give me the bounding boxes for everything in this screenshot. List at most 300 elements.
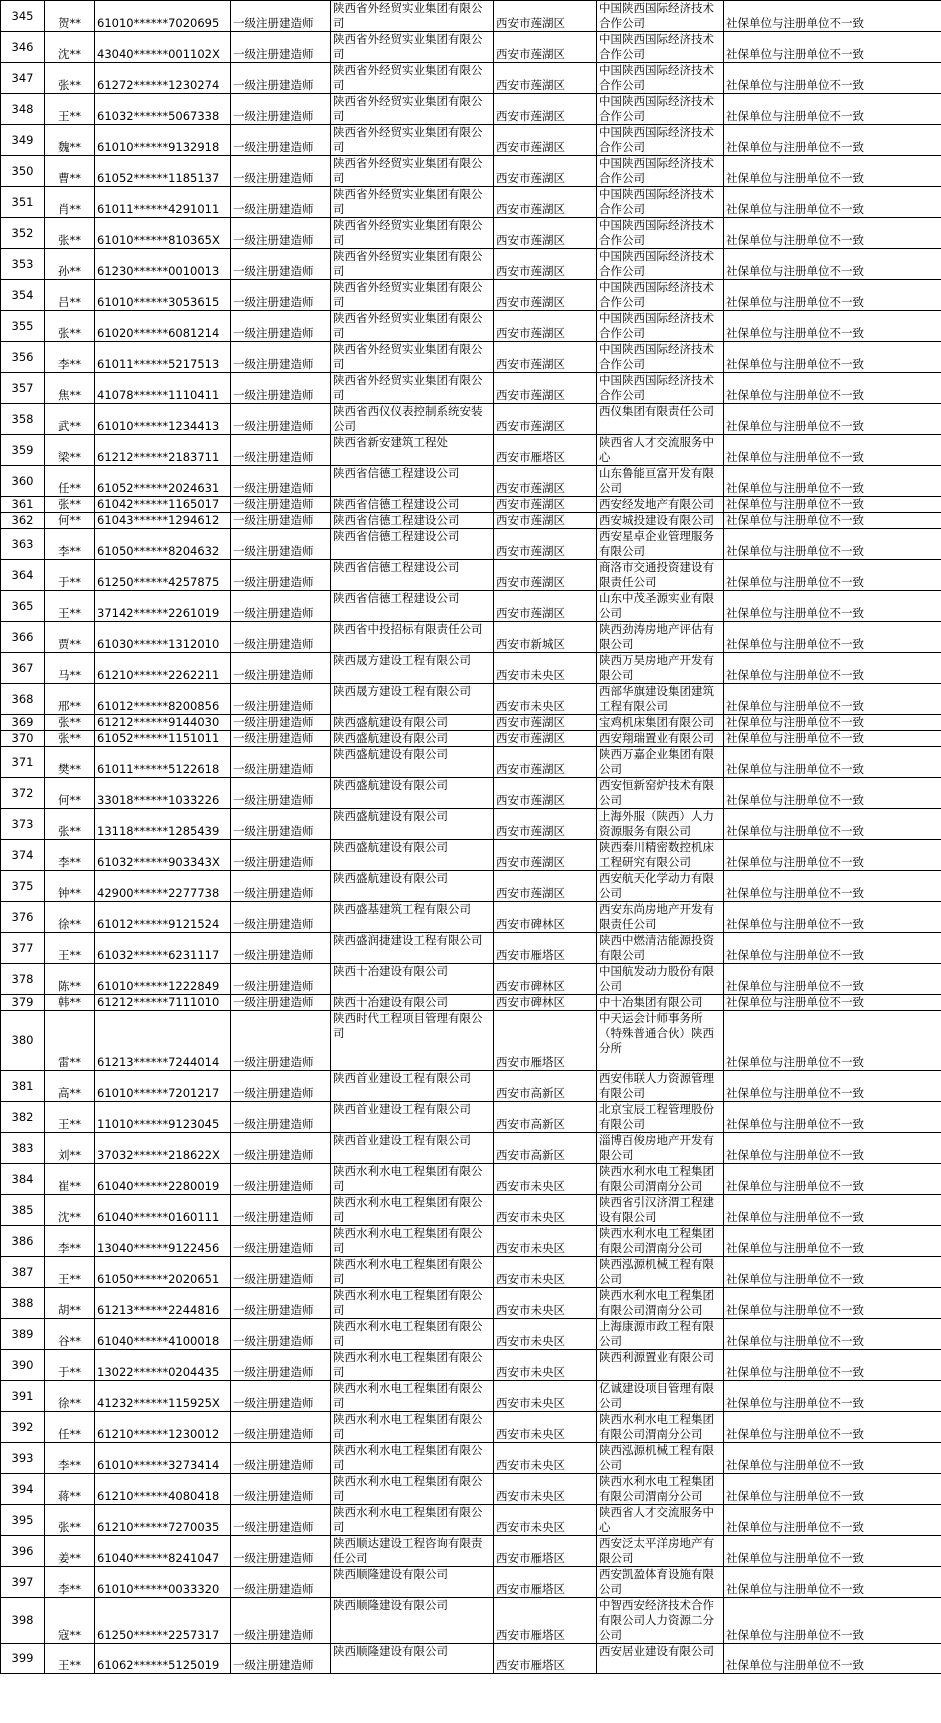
id-number: 61052******2024631 [95, 466, 231, 497]
remark: 社保单位与注册单位不一致 [724, 187, 941, 218]
table-row [1, 497, 941, 513]
remark: 社保单位与注册单位不一致 [724, 311, 941, 342]
person-name: 胡** [45, 1288, 95, 1319]
region: 西安市莲湖区 [494, 218, 597, 249]
row-number: 362 [1, 513, 45, 529]
region: 西安市莲湖区 [494, 731, 597, 747]
table-row [1, 1536, 941, 1567]
qualification: 一级注册建造师 [231, 187, 331, 218]
region: 西安市雁塔区 [494, 1644, 597, 1674]
table-body [1, 1, 941, 1674]
table-row [1, 529, 941, 560]
person-name: 谷** [45, 1319, 95, 1350]
social-security-unit: 西部华旗建设集团建筑工程有限公司 [597, 684, 724, 715]
table-row [1, 156, 941, 187]
person-name: 马** [45, 653, 95, 684]
registered-unit: 陕西盛航建设有限公司 [331, 715, 494, 731]
person-name: 任** [45, 1412, 95, 1443]
row-number: 398 [1, 1598, 45, 1644]
id-number: 61010******0033320 [95, 1567, 231, 1598]
person-name: 樊** [45, 747, 95, 778]
remark: 社保单位与注册单位不一致 [724, 404, 941, 435]
id-number: 61062******5125019 [95, 1644, 231, 1674]
qualification: 一级注册建造师 [231, 1319, 331, 1350]
region: 西安市未央区 [494, 1226, 597, 1257]
registered-unit: 陕西盛航建设有限公司 [331, 840, 494, 871]
registered-unit: 陕西顺隆建设有限公司 [331, 1644, 494, 1674]
qualification: 一级注册建造师 [231, 622, 331, 653]
row-number: 363 [1, 529, 45, 560]
qualification: 一级注册建造师 [231, 809, 331, 840]
social-security-unit: 陕西省人才交流服务中心 [597, 435, 724, 466]
remark: 社保单位与注册单位不一致 [724, 995, 941, 1011]
region: 西安市未央区 [494, 1381, 597, 1412]
remark: 社保单位与注册单位不一致 [724, 684, 941, 715]
qualification: 一级注册建造师 [231, 1164, 331, 1195]
region: 西安市未央区 [494, 1288, 597, 1319]
person-name: 刘** [45, 1133, 95, 1164]
person-name: 高** [45, 1071, 95, 1102]
id-number: 61212******7111010 [95, 995, 231, 1011]
remark: 社保单位与注册单位不一致 [724, 94, 941, 125]
qualification: 一级注册建造师 [231, 653, 331, 684]
row-number: 365 [1, 591, 45, 622]
region: 西安市莲湖区 [494, 342, 597, 373]
social-security-unit: 中国陕西国际经济技术合作公司 [597, 373, 724, 404]
row-number: 346 [1, 32, 45, 63]
social-security-unit: 中国陕西国际经济技术合作公司 [597, 1, 724, 32]
social-security-unit: 西安经发地产有限公司 [597, 497, 724, 513]
person-name: 孙** [45, 249, 95, 280]
registered-unit: 陕西水利水电工程集团有限公司 [331, 1443, 494, 1474]
remark: 社保单位与注册单位不一致 [724, 902, 941, 933]
remark: 社保单位与注册单位不一致 [724, 809, 941, 840]
person-name: 张** [45, 715, 95, 731]
social-security-unit: 陕西泓源机械工程有限公司 [597, 1443, 724, 1474]
region: 西安市雁塔区 [494, 1598, 597, 1644]
person-name: 曹** [45, 156, 95, 187]
qualification: 一级注册建造师 [231, 1350, 331, 1381]
qualification: 一级注册建造师 [231, 1195, 331, 1226]
registered-unit: 陕西省外经贸实业集团有限公司 [331, 373, 494, 404]
id-number: 61011******5217513 [95, 342, 231, 373]
person-name: 张** [45, 1505, 95, 1536]
id-number: 61212******9144030 [95, 715, 231, 731]
row-number: 375 [1, 871, 45, 902]
qualification: 一级注册建造师 [231, 778, 331, 809]
row-number: 353 [1, 249, 45, 280]
region: 西安市未央区 [494, 1195, 597, 1226]
row-number: 345 [1, 1, 45, 32]
id-number: 61230******0010013 [95, 249, 231, 280]
remark: 社保单位与注册单位不一致 [724, 1350, 941, 1381]
qualification: 一级注册建造师 [231, 373, 331, 404]
row-number: 357 [1, 373, 45, 404]
qualification: 一级注册建造师 [231, 933, 331, 964]
table-row [1, 1164, 941, 1195]
row-number: 399 [1, 1644, 45, 1674]
registered-unit: 陕西盛航建设有限公司 [331, 809, 494, 840]
registered-unit: 陕西十冶建设有限公司 [331, 964, 494, 995]
qualification: 一级注册建造师 [231, 1071, 331, 1102]
registered-unit: 陕西首业建设工程有限公司 [331, 1071, 494, 1102]
person-name: 张** [45, 731, 95, 747]
social-security-unit: 陕西万嘉企业集团有限公司 [597, 747, 724, 778]
id-number: 61050******8204632 [95, 529, 231, 560]
person-name: 李** [45, 529, 95, 560]
remark: 社保单位与注册单位不一致 [724, 1288, 941, 1319]
id-number: 61250******4257875 [95, 560, 231, 591]
person-name: 寇** [45, 1598, 95, 1644]
remark: 社保单位与注册单位不一致 [724, 435, 941, 466]
social-security-unit: 中国陕西国际经济技术合作公司 [597, 187, 724, 218]
id-number: 33018******1033226 [95, 778, 231, 809]
region: 西安市高新区 [494, 1102, 597, 1133]
remark: 社保单位与注册单位不一致 [724, 1474, 941, 1505]
id-number: 61010******1222849 [95, 964, 231, 995]
table-row [1, 1567, 941, 1598]
table-row [1, 1443, 941, 1474]
qualification: 一级注册建造师 [231, 715, 331, 731]
registered-unit: 陕西省外经贸实业集团有限公司 [331, 1, 494, 32]
social-security-unit: 陕西水利水电工程集团有限公司渭南分公司 [597, 1412, 724, 1443]
registered-unit: 陕西盛航建设有限公司 [331, 778, 494, 809]
region: 西安市莲湖区 [494, 63, 597, 94]
registered-unit: 陕西省新安建筑工程处 [331, 435, 494, 466]
table-row [1, 187, 941, 218]
region: 西安市未央区 [494, 1319, 597, 1350]
registered-unit: 陕西顺隆建设有限公司 [331, 1598, 494, 1644]
table-row [1, 373, 941, 404]
person-name: 李** [45, 1226, 95, 1257]
table-row [1, 622, 941, 653]
row-number: 351 [1, 187, 45, 218]
registered-unit: 陕西省信德工程建设公司 [331, 591, 494, 622]
table-row [1, 747, 941, 778]
row-number: 347 [1, 63, 45, 94]
row-number: 379 [1, 995, 45, 1011]
region: 西安市莲湖区 [494, 513, 597, 529]
row-number: 352 [1, 218, 45, 249]
table-row [1, 560, 941, 591]
person-name: 王** [45, 591, 95, 622]
row-number: 369 [1, 715, 45, 731]
social-security-unit: 陕西省引汉济渭工程建设有限公司 [597, 1195, 724, 1226]
region: 西安市雁塔区 [494, 1536, 597, 1567]
id-number: 37142******2261019 [95, 591, 231, 622]
row-number: 370 [1, 731, 45, 747]
row-number: 355 [1, 311, 45, 342]
person-name: 贺** [45, 1, 95, 32]
registered-unit: 陕西省外经贸实业集团有限公司 [331, 342, 494, 373]
registered-unit: 陕西省外经贸实业集团有限公司 [331, 280, 494, 311]
registered-unit: 陕西省信德工程建设公司 [331, 560, 494, 591]
table-row [1, 1257, 941, 1288]
row-number: 389 [1, 1319, 45, 1350]
person-name: 李** [45, 342, 95, 373]
registered-unit: 陕西省信德工程建设公司 [331, 466, 494, 497]
qualification: 一级注册建造师 [231, 1536, 331, 1567]
region: 西安市未央区 [494, 1505, 597, 1536]
id-number: 61213******2244816 [95, 1288, 231, 1319]
remark: 社保单位与注册单位不一致 [724, 1195, 941, 1226]
remark: 社保单位与注册单位不一致 [724, 466, 941, 497]
remark: 社保单位与注册单位不一致 [724, 1505, 941, 1536]
row-number: 360 [1, 466, 45, 497]
remark: 社保单位与注册单位不一致 [724, 1567, 941, 1598]
id-number: 61210******2262211 [95, 653, 231, 684]
id-number: 61032******5067338 [95, 94, 231, 125]
qualification: 一级注册建造师 [231, 125, 331, 156]
region: 西安市碑林区 [494, 995, 597, 1011]
remark: 社保单位与注册单位不一致 [724, 373, 941, 404]
id-number: 61212******2183711 [95, 435, 231, 466]
row-number: 396 [1, 1536, 45, 1567]
table-row [1, 1350, 941, 1381]
social-security-unit: 西仪集团有限责任公司 [597, 404, 724, 435]
person-name: 钟** [45, 871, 95, 902]
social-security-unit: 北京宝辰工程管理股份有限公司 [597, 1102, 724, 1133]
id-number: 61040******2280019 [95, 1164, 231, 1195]
person-name: 李** [45, 1443, 95, 1474]
id-number: 61011******4291011 [95, 187, 231, 218]
qualification: 一级注册建造师 [231, 1412, 331, 1443]
row-number: 380 [1, 1011, 45, 1071]
region: 西安市未央区 [494, 1474, 597, 1505]
row-number: 349 [1, 125, 45, 156]
person-name: 沈** [45, 32, 95, 63]
row-number: 386 [1, 1226, 45, 1257]
remark: 社保单位与注册单位不一致 [724, 871, 941, 902]
qualification: 一级注册建造师 [231, 1133, 331, 1164]
region: 西安市莲湖区 [494, 404, 597, 435]
social-security-unit: 中国陕西国际经济技术合作公司 [597, 32, 724, 63]
registered-unit: 陕西盛润捷建设工程有限公司 [331, 933, 494, 964]
remark: 社保单位与注册单位不一致 [724, 1381, 941, 1412]
person-name: 张** [45, 311, 95, 342]
table-row [1, 840, 941, 871]
person-name: 于** [45, 560, 95, 591]
qualification: 一级注册建造师 [231, 1288, 331, 1319]
remark: 社保单位与注册单位不一致 [724, 1011, 941, 1071]
remark: 社保单位与注册单位不一致 [724, 1071, 941, 1102]
person-name: 任** [45, 466, 95, 497]
person-name: 王** [45, 933, 95, 964]
registered-unit: 陕西晟方建设工程有限公司 [331, 653, 494, 684]
table-row [1, 32, 941, 63]
region: 西安市莲湖区 [494, 747, 597, 778]
row-number: 374 [1, 840, 45, 871]
registered-unit: 陕西省外经贸实业集团有限公司 [331, 156, 494, 187]
table-row [1, 1011, 941, 1071]
qualification: 一级注册建造师 [231, 404, 331, 435]
person-name: 焦** [45, 373, 95, 404]
social-security-unit: 陕西水利水电工程集团有限公司渭南分公司 [597, 1288, 724, 1319]
region: 西安市莲湖区 [494, 591, 597, 622]
row-number: 393 [1, 1443, 45, 1474]
registered-unit: 陕西晟方建设工程有限公司 [331, 684, 494, 715]
row-number: 394 [1, 1474, 45, 1505]
registered-unit: 陕西省外经贸实业集团有限公司 [331, 187, 494, 218]
social-security-unit: 陕西水利水电工程集团有限公司渭南分公司 [597, 1164, 724, 1195]
qualification: 一级注册建造师 [231, 1644, 331, 1674]
table-row [1, 1133, 941, 1164]
remark: 社保单位与注册单位不一致 [724, 1536, 941, 1567]
registered-unit: 陕西盛航建设有限公司 [331, 871, 494, 902]
person-name: 王** [45, 1644, 95, 1674]
qualification: 一级注册建造师 [231, 1226, 331, 1257]
registered-unit: 陕西水利水电工程集团有限公司 [331, 1257, 494, 1288]
table-row [1, 1644, 941, 1674]
social-security-unit: 西安星卓企业管理服务有限公司 [597, 529, 724, 560]
qualification: 一级注册建造师 [231, 466, 331, 497]
row-number: 371 [1, 747, 45, 778]
social-security-unit: 中国陕西国际经济技术合作公司 [597, 311, 724, 342]
remark: 社保单位与注册单位不一致 [724, 249, 941, 280]
qualification: 一级注册建造师 [231, 218, 331, 249]
social-security-unit: 西安恒新窑炉技术有限公司 [597, 778, 724, 809]
registered-unit: 陕西水利水电工程集团有限公司 [331, 1319, 494, 1350]
row-number: 378 [1, 964, 45, 995]
row-number: 356 [1, 342, 45, 373]
social-security-unit: 亿诚建设项目管理有限公司 [597, 1381, 724, 1412]
region: 西安市碑林区 [494, 902, 597, 933]
table-row [1, 342, 941, 373]
region: 西安市未央区 [494, 1412, 597, 1443]
table-row [1, 94, 941, 125]
row-number: 383 [1, 1133, 45, 1164]
table-row [1, 653, 941, 684]
id-number: 61210******7270035 [95, 1505, 231, 1536]
remark: 社保单位与注册单位不一致 [724, 747, 941, 778]
id-number: 61052******1151011 [95, 731, 231, 747]
qualification: 一级注册建造师 [231, 684, 331, 715]
qualification: 一级注册建造师 [231, 249, 331, 280]
social-security-unit: 陕西秦川精密数控机床工程研究有限公司 [597, 840, 724, 871]
table-row [1, 1195, 941, 1226]
person-name: 张** [45, 218, 95, 249]
region: 西安市莲湖区 [494, 497, 597, 513]
qualification: 一级注册建造师 [231, 63, 331, 94]
social-security-unit: 中十冶集团有限公司 [597, 995, 724, 1011]
remark: 社保单位与注册单位不一致 [724, 1443, 941, 1474]
qualification: 一级注册建造师 [231, 591, 331, 622]
id-number: 61010******810365X [95, 218, 231, 249]
remark: 社保单位与注册单位不一致 [724, 513, 941, 529]
id-number: 61012******8200856 [95, 684, 231, 715]
qualification: 一级注册建造师 [231, 94, 331, 125]
qualification: 一级注册建造师 [231, 435, 331, 466]
id-number: 61010******9132918 [95, 125, 231, 156]
remark: 社保单位与注册单位不一致 [724, 1412, 941, 1443]
region: 西安市未央区 [494, 1164, 597, 1195]
region: 西安市莲湖区 [494, 187, 597, 218]
qualification: 一级注册建造师 [231, 156, 331, 187]
qualification: 一级注册建造师 [231, 1257, 331, 1288]
region: 西安市莲湖区 [494, 311, 597, 342]
qualification: 一级注册建造师 [231, 1381, 331, 1412]
registered-unit: 陕西首业建设工程有限公司 [331, 1102, 494, 1133]
region: 西安市莲湖区 [494, 840, 597, 871]
qualification: 一级注册建造师 [231, 560, 331, 591]
social-security-unit: 山东鲁能亘富开发有限公司 [597, 466, 724, 497]
registered-unit: 陕西首业建设工程有限公司 [331, 1133, 494, 1164]
registered-unit: 陕西水利水电工程集团有限公司 [331, 1505, 494, 1536]
id-number: 61250******2257317 [95, 1598, 231, 1644]
registered-unit: 陕西省外经贸实业集团有限公司 [331, 125, 494, 156]
remark: 社保单位与注册单位不一致 [724, 1257, 941, 1288]
id-number: 43040******001102X [95, 32, 231, 63]
remark: 社保单位与注册单位不一致 [724, 218, 941, 249]
qualification: 一级注册建造师 [231, 1, 331, 32]
region: 西安市莲湖区 [494, 529, 597, 560]
person-name: 崔** [45, 1164, 95, 1195]
registered-unit: 陕西时代工程项目管理有限公司 [331, 1011, 494, 1071]
social-security-unit: 中国陕西国际经济技术合作公司 [597, 342, 724, 373]
region: 西安市新城区 [494, 622, 597, 653]
qualification: 一级注册建造师 [231, 747, 331, 778]
remark: 社保单位与注册单位不一致 [724, 125, 941, 156]
id-number: 61052******1185137 [95, 156, 231, 187]
qualification: 一级注册建造师 [231, 1598, 331, 1644]
id-number: 61043******1294612 [95, 513, 231, 529]
id-number: 13118******1285439 [95, 809, 231, 840]
registered-unit: 陕西水利水电工程集团有限公司 [331, 1288, 494, 1319]
region: 西安市莲湖区 [494, 715, 597, 731]
person-name: 武** [45, 404, 95, 435]
id-number: 61011******5122618 [95, 747, 231, 778]
id-number: 13040******9122456 [95, 1226, 231, 1257]
registered-unit: 陕西顺达建设工程咨询有限责任公司 [331, 1536, 494, 1567]
row-number: 372 [1, 778, 45, 809]
person-name: 吕** [45, 280, 95, 311]
qualification: 一级注册建造师 [231, 1505, 331, 1536]
row-number: 376 [1, 902, 45, 933]
qualification: 一级注册建造师 [231, 497, 331, 513]
row-number: 382 [1, 1102, 45, 1133]
remark: 社保单位与注册单位不一致 [724, 653, 941, 684]
row-number: 385 [1, 1195, 45, 1226]
remark: 社保单位与注册单位不一致 [724, 156, 941, 187]
registered-unit: 陕西省信德工程建设公司 [331, 529, 494, 560]
table-row [1, 1412, 941, 1443]
region: 西安市未央区 [494, 1257, 597, 1288]
table-row [1, 1, 941, 32]
row-number: 358 [1, 404, 45, 435]
remark: 社保单位与注册单位不一致 [724, 1133, 941, 1164]
social-security-unit: 山东中茂圣源实业有限公司 [597, 591, 724, 622]
registered-unit: 陕西十冶建设有限公司 [331, 995, 494, 1011]
table-row [1, 249, 941, 280]
person-name: 沈** [45, 1195, 95, 1226]
table-row [1, 809, 941, 840]
region: 西安市未央区 [494, 653, 597, 684]
table-row [1, 715, 941, 731]
region: 西安市雁塔区 [494, 1567, 597, 1598]
remark: 社保单位与注册单位不一致 [724, 497, 941, 513]
id-number: 61040******4100018 [95, 1319, 231, 1350]
region: 西安市雁塔区 [494, 435, 597, 466]
remark: 社保单位与注册单位不一致 [724, 1598, 941, 1644]
social-security-unit: 淄博百俊房地产开发有限公司 [597, 1133, 724, 1164]
region: 西安市未央区 [494, 684, 597, 715]
person-name: 梁** [45, 435, 95, 466]
social-security-unit: 商洛市交通投资建设有限责任公司 [597, 560, 724, 591]
qualification: 一级注册建造师 [231, 902, 331, 933]
id-number: 42900******2277738 [95, 871, 231, 902]
qualification: 一级注册建造师 [231, 840, 331, 871]
social-security-unit: 陕西省人才交流服务中心 [597, 1505, 724, 1536]
